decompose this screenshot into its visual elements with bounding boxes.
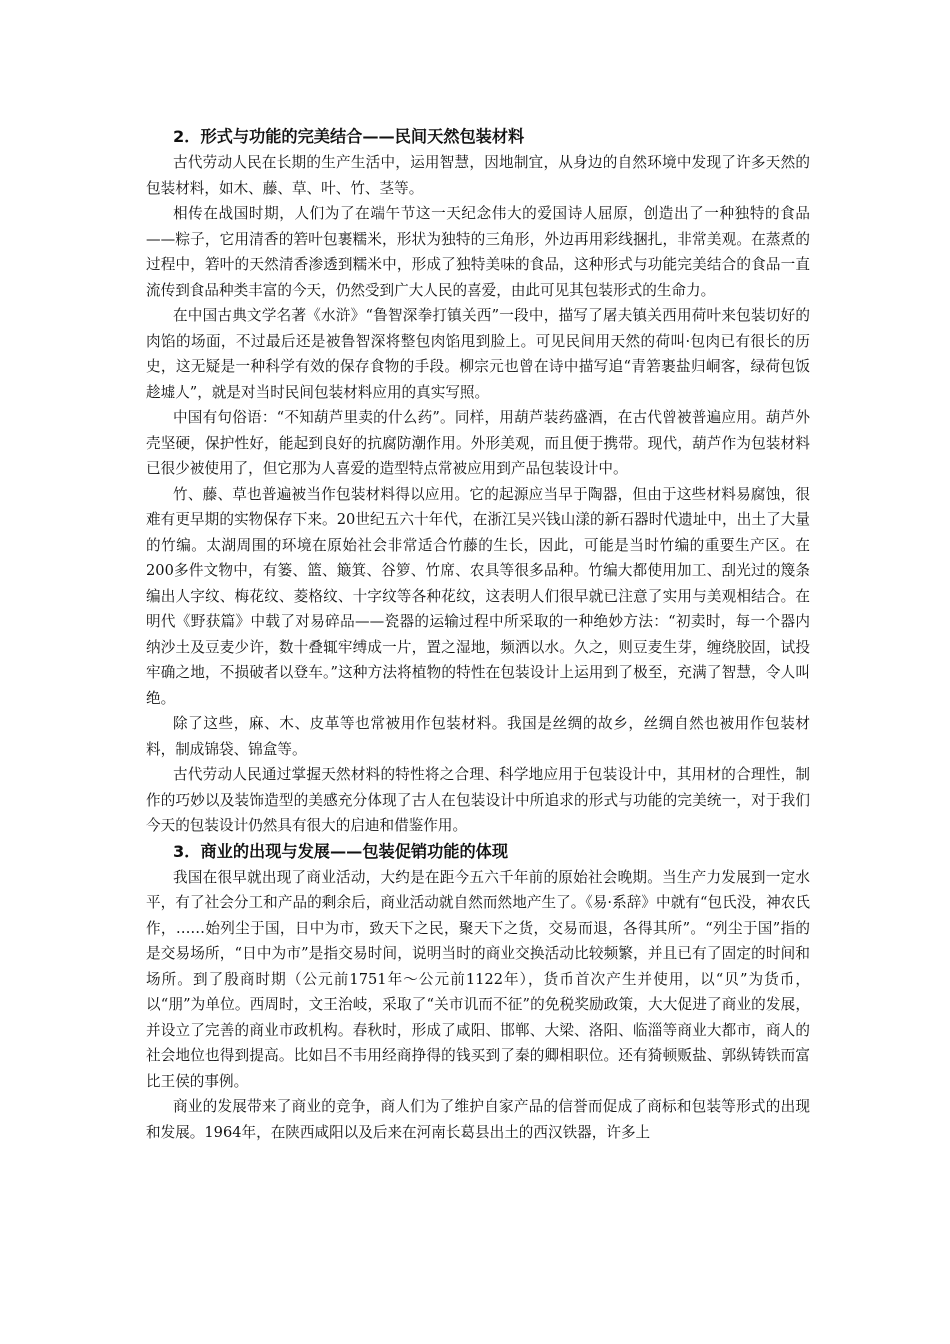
paragraph: 我国在很早就出现了商业活动，大约是在距今五六千年前的原始社会晚期。当生产力发展到一定水平，有了社会分工和产品的剩余后，商业活动就自然而然地产生了。《易·系辞》中就有“包氏没，神农氏作，……始列尘于国，日中为市，致天下之民，聚天下之货，交易而退，各得其所”。“列尘于国”指的是交易场所，“日中为市”是指交易时间，说明当时的商业交换活动比较频繁，并且已有了固定的时间和场所。到了殷商时期（公元前1751年～公元前1122年），货币首次产生并使用，以“贝”为货币，以“朋”为单位。西周时，文王治岐，采取了“关市讥而不征”的免税奖励政策，大大促进了商业的发展，并设立了完善的商业市政机构。春秋时，形成了咸阳、邯郸、大梁、洛阳、临淄等商业大都市，商人的社会地位也得到提高。比如吕不韦用经商挣得的钱买到了秦的卿相职位。还有猗顿贩盐、郭纵铸铁而富比王侯的事例。 <box>146 868 810 1090</box>
paragraph: 在中国古典文学名著《水浒》“鲁智深拳打镇关西”一段中，描写了屠夫镇关西用荷叶来包装切好的肉馅的场面，不过最后还是被鲁智深将整包肉馅甩到脸上。可见民间用天然的荷叫·包肉已有很长的历史，这无疑是一种科学有效的保存食物的手段。柳宗元也曾在诗中描写追“青箬裹盐归峒客，绿荷包饭趁墟人”，就是对当时民间包装材料应用的真实写照。 <box>146 307 810 401</box>
paragraph: 商业的发展带来了商业的竞争，商人们为了维护自家产品的信誉而促成了商标和包装等形式的出现和发展。1964年，在陕西咸阳以及后来在河南长葛县出土的西汉铁器，许多上 <box>146 1098 810 1141</box>
paragraph: 古代劳动人民通过掌握天然材料的特性将之合理、科学地应用于包装设计中，其用材的合理性，制作的巧妙以及装饰造型的美感充分体现了古人在包装设计中所追求的形式与功能的完美统一，对于我们今天的包装设计仍然具有很大的启迪和借鉴作用。 <box>146 766 810 834</box>
section-heading-3: 3．商业的出现与发展——包装促销功能的体现 <box>173 841 509 861</box>
paragraph: 竹、藤、草也普遍被当作包装材料得以应用。它的起源应当早于陶器，但由于这些材料易腐蚀，很难有更早期的实物保存下来。20世纪五六十年代，在浙江吴兴钱山漾的新石器时代遗址中，出土了大量的竹编。太湖周围的环境在原始社会非常适合竹藤的生长，因此，可能是当时竹编的重要生产区。在200多件文物中，有篓、篮、簸箕、谷箩、竹席、农具等很多品种。竹编大都使用加工、刮光过的篾条编出人字纹、梅花纹、菱格纹、十字纹等各种花纹，这表明人们很早就已注意了实用与美观相结合。在明代《野获篇》中载了对易碎品——瓷器的运输过程中所采取的一种绝妙方法：“初卖时，每一个器内纳沙土及豆麦少许，数十叠辄牢缚成一片，置之湿地，频洒以水。久之，则豆麦生芽，缠绕胶固，试投牢确之地，不损破者以登车。”这种方法将植物的特性在包装设计上运用到了极至，充满了智慧，令人叫绝。 <box>146 485 810 707</box>
document-page <box>146 124 810 1145</box>
section-heading-2: 2．形式与功能的完美结合——民间天然包装材料 <box>173 127 525 146</box>
paragraph: 中国有句俗语：“不知葫芦里卖的什么药”。同样，用葫芦装药盛酒，在古代曾被普遍应用。葫芦外壳坚硬，保护性好，能起到良好的抗腐防潮作用。外形美观，而且便于携带。现代，葫芦作为包装材料已很少被使用了，但它那为人喜爱的造型特点常被应用到产品包装设计中。 <box>146 409 810 477</box>
paragraph: 相传在战国时期，人们为了在端午节这一天纪念伟大的爱国诗人屈原，创造出了一种独特的食品——粽子，它用清香的箬叶包裹糯米，形状为独特的三角形，外边再用彩线捆扎，非常美观。在蒸煮的过程中，箬叶的天然清香渗透到糯米中，形成了独特美味的食品，这种形式与功能完美结合的食品一直流传到食品种类丰富的今天，仍然受到广大人民的喜爱，由此可见其包装形式的生命力。 <box>146 205 810 299</box>
paragraph: 除了这些，麻、木、皮革等也常被用作包装材料。我国是丝绸的故乡，丝绸自然也被用作包装材料，制成锦袋、锦盒等。 <box>146 715 810 758</box>
paragraph: 古代劳动人民在长期的生产生活中，运用智慧，因地制宜，从身边的自然环境中发现了许多天然的包装材料，如木、藤、草、叶、竹、茎等。 <box>146 154 810 197</box>
